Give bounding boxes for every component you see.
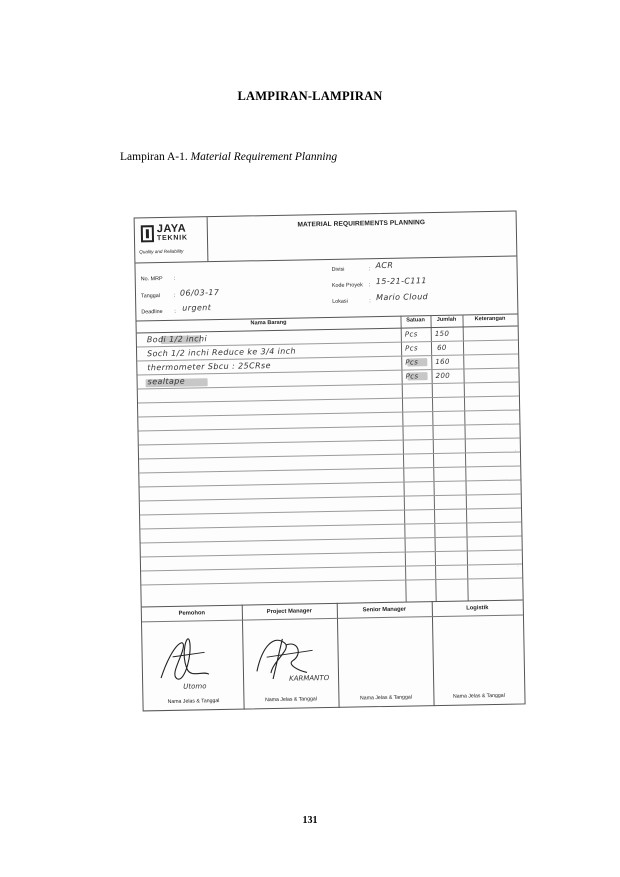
handwritten-signature-pm bbox=[242, 620, 338, 694]
item-unit: Pcs bbox=[404, 344, 419, 353]
form-frame bbox=[134, 211, 526, 712]
item-qty: 150 bbox=[434, 329, 450, 339]
signature-heading: Pemohon bbox=[178, 610, 206, 617]
caption bbox=[120, 151, 337, 163]
heading-divider bbox=[432, 614, 523, 617]
item-qty: 160 bbox=[435, 357, 450, 367]
signature-logistik bbox=[432, 599, 525, 706]
item-qty: 200 bbox=[435, 371, 451, 381]
lokasi-label: Lokasi bbox=[332, 298, 348, 305]
caption-prefix: Lampiran A-1. bbox=[120, 151, 188, 163]
lokasi-colon: : bbox=[369, 298, 371, 305]
row-rule bbox=[141, 549, 522, 557]
divisi-value: ACR bbox=[375, 260, 394, 271]
kode-proyek-colon: : bbox=[368, 282, 371, 289]
kode-proyek-value: 15-21-C111 bbox=[375, 276, 427, 287]
edge-mark: · bbox=[517, 563, 519, 570]
tanggal-colon: : bbox=[173, 292, 176, 299]
item-unit: Pcs bbox=[405, 358, 419, 367]
svg-text:KARMANTO: KARMANTO bbox=[289, 674, 330, 683]
deadline-value: urgent bbox=[182, 303, 212, 313]
row-rule bbox=[141, 535, 522, 543]
divisi-colon: : bbox=[368, 266, 371, 273]
heading-divider bbox=[337, 616, 432, 619]
svg-text:Utomo: Utomo bbox=[183, 682, 207, 691]
header-keterangan: Keterangan bbox=[474, 315, 506, 323]
form-header bbox=[135, 212, 517, 264]
signature-footer: Nama Jelas & Tanggal bbox=[359, 694, 412, 702]
logo-brand: JAYA bbox=[156, 222, 187, 236]
scanned-form bbox=[127, 196, 528, 715]
no-mrp-colon: : bbox=[173, 275, 176, 282]
handwritten-signature-pemohon bbox=[142, 622, 243, 696]
divisi-label: Divisi bbox=[331, 266, 345, 273]
row-rule bbox=[141, 577, 522, 585]
signature-heading: Senior Manager bbox=[362, 606, 407, 614]
item-name: sealtape bbox=[147, 376, 186, 387]
item-unit: Pcs bbox=[404, 330, 418, 339]
tanggal-label: Tanggal bbox=[140, 293, 160, 300]
signature-footer: Nama Jelas & Tanggal bbox=[265, 696, 317, 704]
signature-heading: Project Manager bbox=[266, 608, 312, 616]
logo-tagline: Quality and Reliability bbox=[139, 248, 184, 255]
row-rule bbox=[140, 521, 521, 529]
item-unit: Pcs bbox=[405, 372, 419, 381]
header-nama-barang: Nama Barang bbox=[250, 319, 287, 327]
signature-senior-manager bbox=[337, 601, 435, 708]
company-logo bbox=[135, 217, 209, 262]
column-divider bbox=[462, 314, 468, 600]
page-number: 131 bbox=[302, 815, 318, 826]
tanggal-value: 06/03-17 bbox=[179, 287, 220, 298]
signature-footer: Nama Jelas & Tanggal bbox=[452, 692, 505, 700]
deadline-label: Deadline bbox=[141, 309, 163, 316]
lokasi-value: Mario Cloud bbox=[376, 292, 429, 303]
row-rule bbox=[139, 423, 520, 431]
signature-footer: Nama Jelas & Tanggal bbox=[167, 698, 220, 705]
row-rule bbox=[141, 563, 522, 571]
header-satuan: Satuan bbox=[406, 317, 425, 324]
logo-mark-icon bbox=[141, 225, 154, 242]
row-rule bbox=[140, 507, 521, 515]
caption-italic: Material Requirement Planning bbox=[190, 151, 338, 163]
form-title: MATERIAL REQUIREMENTS PLANNING bbox=[297, 219, 426, 229]
row-rule bbox=[139, 437, 520, 445]
edge-mark: · bbox=[514, 447, 517, 454]
signature-project-manager bbox=[242, 603, 340, 710]
kode-proyek-label: Kode Proyek bbox=[331, 282, 363, 289]
row-rule bbox=[139, 465, 520, 473]
item-name: thermometer Sbcu : 25CRse bbox=[147, 361, 271, 373]
signature-heading: Logistik bbox=[466, 605, 489, 612]
row-rule bbox=[139, 451, 520, 459]
no-mrp-label: No. MRP bbox=[140, 276, 163, 283]
row-rule bbox=[138, 409, 519, 417]
signature-pemohon bbox=[142, 605, 245, 712]
row-rule bbox=[140, 479, 521, 487]
item-qty: 60 bbox=[436, 343, 447, 352]
page-title: LAMPIRAN-LAMPIRAN bbox=[237, 89, 383, 103]
logo-sub: TEKNIK bbox=[156, 234, 188, 243]
item-name: Bodi 1/2 inchi bbox=[146, 334, 208, 345]
item-name: Soch 1/2 inchi Reduce ke 3/4 inch bbox=[147, 346, 297, 359]
deadline-colon: : bbox=[174, 308, 176, 315]
header-jumlah: Jumlah bbox=[436, 316, 457, 323]
row-rule bbox=[138, 395, 519, 403]
row-rule bbox=[140, 493, 521, 501]
